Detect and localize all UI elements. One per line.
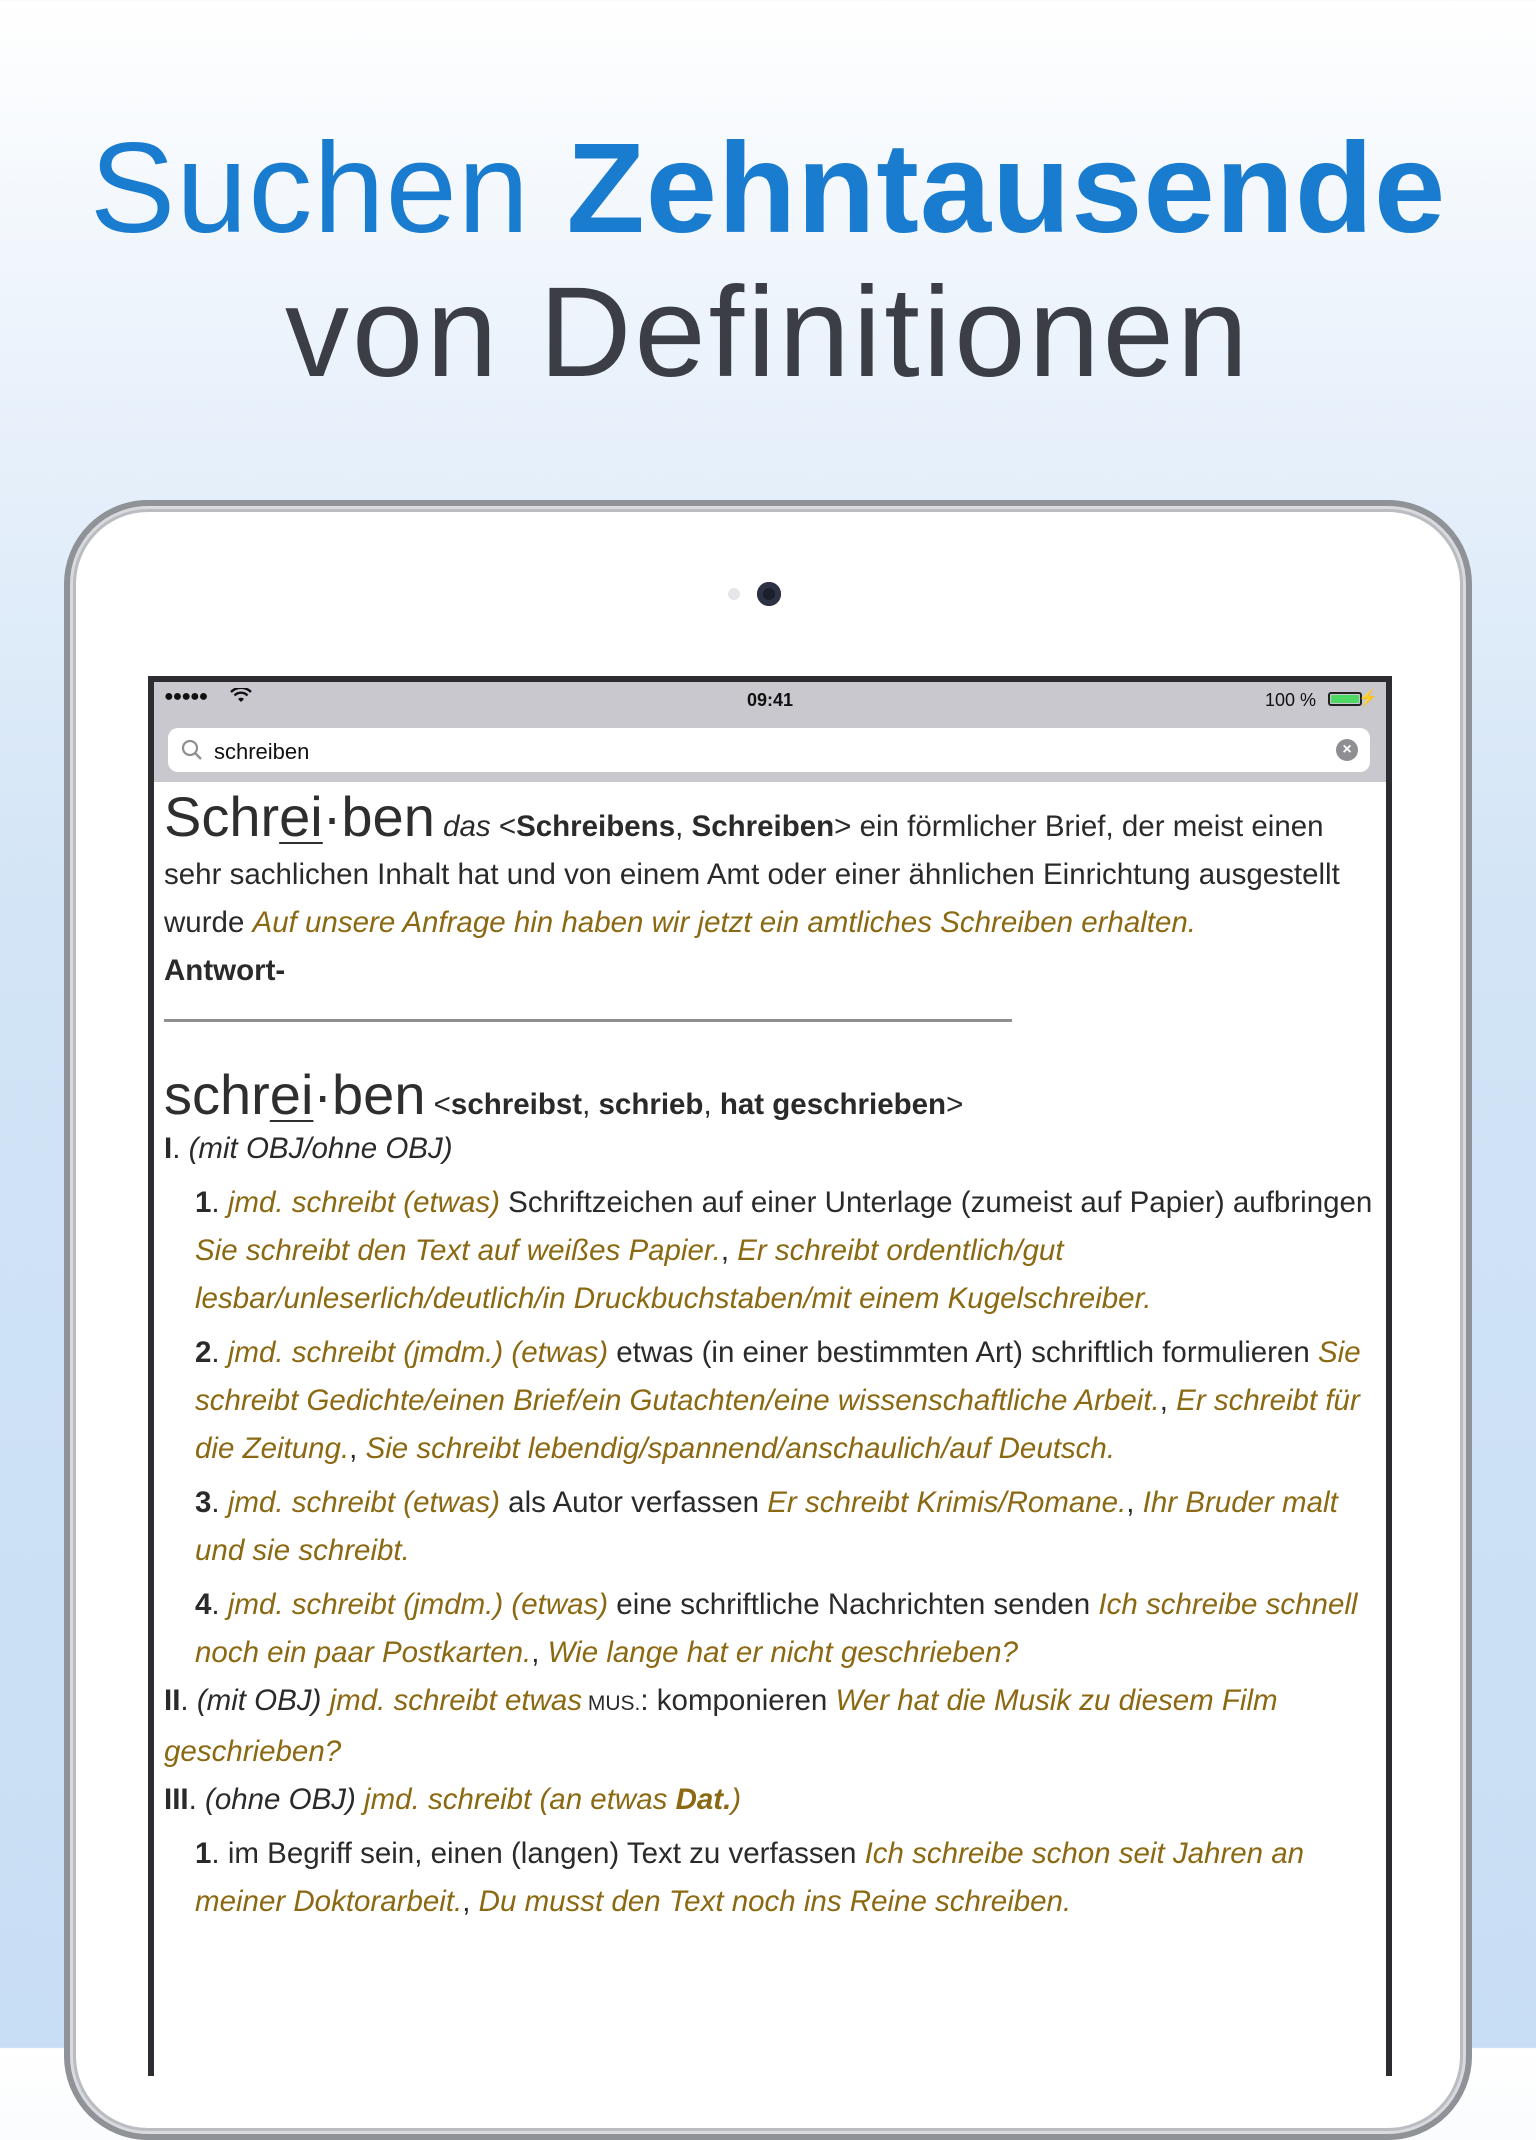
section-2: II. (mit OBJ) jmd. schreibt etwas MUS.: komponieren Wer hat die Musik zu diesem Film geschrieben? (164, 1684, 1278, 1768)
definition: : komponieren (640, 1684, 836, 1717)
headword: Schrei·ben (164, 785, 435, 848)
case-label: Dat. (675, 1783, 732, 1816)
headline-bold: Zehntausende (566, 117, 1447, 260)
pattern: jmd. schreibt (etwas) (227, 1486, 500, 1519)
search-icon (180, 738, 204, 762)
entry-schreiben-noun: Schrei·ben das <Schreibens, Schreiben> ein förmlicher Brief, der meist einen sehr sachlichen Inhalt hat und von einem Amt oder einer ähnlichen Einrichtung ausgestellt wurde Auf unsere Anfrage hin haben wir jetzt ein amtliches Schreiben erhalten. (164, 785, 1340, 939)
pattern: jmd. schreibt etwas (329, 1684, 583, 1717)
definition: > ein förmlicher Brief, der meist einen sehr sachlichen Inhalt hat und von einem Amt oder einer ähnlichen Einrichtung ausgestellt wurde (164, 810, 1340, 939)
definition: etwas (in einer bestimmten Art) schriftlich formulieren (608, 1336, 1318, 1369)
section-3-heading: III. (ohne OBJ) jmd. schreibt (an etwas Dat.) (164, 1783, 742, 1816)
inflection: Schreibens (516, 810, 676, 843)
sense-2: 2. jmd. schreibt (jmdm.) (etwas) etwas (in einer bestimmten Art) schriftlich formulieren Sie schreibt Gedichte/einen Brief/ein Gutachten/eine wissenschaftliche Arbeit., Er schreibt für die Zeitung., Sie schreibt lebendig/spannend/anschaulich/auf Deutsch. (195, 1336, 1361, 1465)
example: Auf unsere Anfrage hin haben wir jetzt ein amtliches Schreiben erhalten. (252, 906, 1196, 939)
definition: eine schriftliche Nachrichten senden (608, 1588, 1099, 1621)
charging-bolt-icon: ⚡ (1358, 690, 1378, 707)
search-input[interactable] (168, 728, 1370, 772)
inflection: hat geschrieben (719, 1088, 947, 1121)
sense-1: 1. jmd. schreibt (etwas) Schriftzeichen auf einer Unterlage (zumeist auf Papier) aufbringen Sie schreibt den Text auf weißes Papier., Er schreibt ordentlich/gut lesbar/unleserlich/deutlich/in Druckbuchstaben/mit einem Kugelschreiber. (195, 1186, 1373, 1315)
domain-label: MUS. (582, 1692, 641, 1715)
dictionary-content (164, 782, 1374, 1926)
example: Er schreibt Krimis/Romane. (767, 1486, 1127, 1519)
example: Ich schreibe schnell noch ein paar Postkarten. (195, 1588, 1358, 1669)
example: Sie schreibt lebendig/spannend/anschaulich/auf Deutsch. (365, 1432, 1116, 1465)
clear-icon[interactable]: × (1336, 739, 1358, 761)
example: Wer hat die Musik zu diesem Film geschrieben? (164, 1684, 1278, 1768)
battery-percent: 100 % (1264, 690, 1316, 710)
battery-icon (1328, 692, 1362, 706)
example: Sie schreibt Gedichte/einen Brief/ein Gutachten/eine wissenschaftliche Arbeit. (195, 1336, 1361, 1417)
headline-line-1 (0, 118, 1536, 260)
headline-line-2: von Definitionen (285, 261, 1251, 404)
sensor-dot (728, 588, 740, 600)
status-bar (154, 682, 1386, 718)
search-query[interactable]: schreiben (214, 739, 310, 764)
pattern: jmd. schreibt (jmdm.) (etwas) (227, 1588, 609, 1621)
inflection: schrieb (598, 1088, 704, 1121)
section-1-heading: I. (mit OBJ/ohne OBJ) (164, 1132, 453, 1165)
definition: Schriftzeichen auf einer Unterlage (zumeist auf Papier) aufbringen (499, 1186, 1373, 1219)
front-camera-icon (757, 582, 781, 606)
pattern: jmd. schreibt (etwas) (227, 1186, 500, 1219)
pattern: jmd. schreibt (an etwas (364, 1783, 676, 1816)
inflection: Schreiben (691, 810, 835, 843)
sense-4: 4. jmd. schreibt (jmdm.) (etwas) eine schriftliche Nachrichten senden Ich schreibe schnell noch ein paar Postkarten., Wie lange hat er nicht geschrieben? (195, 1588, 1358, 1669)
inflection: schreibst (450, 1088, 583, 1121)
divider (164, 1019, 1012, 1022)
example: Du musst den Text noch ins Reine schreiben. (478, 1885, 1072, 1918)
sense-3-1: 1. im Begriff sein, einen (langen) Text zu verfassen Ich schreibe schon seit Jahren an meiner Doktorarbeit., Du musst den Text noch ins Reine schreiben. (195, 1837, 1305, 1918)
headword: schrei·ben (164, 1063, 426, 1126)
definition: als Autor verfassen (499, 1486, 768, 1519)
example: Er schreibt ordentlich/gut lesbar/unleserlich/deutlich/in Druckbuchstaben/mit einem Kugelschreiber. (195, 1234, 1152, 1315)
example: Ihr Bruder malt und sie schreibt. (195, 1486, 1338, 1567)
pattern: jmd. schreibt (jmdm.) (etwas) (227, 1336, 609, 1369)
status-time: 09:41 (746, 690, 794, 710)
compound-link[interactable]: Antwort- (164, 954, 286, 987)
example: Wie lange hat er nicht geschrieben? (547, 1636, 1018, 1669)
definition: im Begriff sein, einen (langen) Text zu verfassen (227, 1837, 865, 1870)
example: Ich schreibe schon seit Jahren an meiner Doktorarbeit. (195, 1837, 1305, 1918)
gender-label: das (443, 810, 491, 843)
signal-strength: ●●●●● (164, 688, 208, 705)
example: Sie schreibt den Text auf weißes Papier. (195, 1234, 721, 1267)
search-bar (154, 718, 1386, 782)
example: Er schreibt für die Zeitung. (195, 1384, 1360, 1465)
sense-3: 3. jmd. schreibt (etwas) als Autor verfassen Er schreibt Krimis/Romane., Ihr Bruder malt und sie schreibt. (195, 1486, 1338, 1567)
headline-regular: Suchen (89, 117, 530, 260)
app-screen (148, 676, 1392, 2076)
entry-schreiben-verb: schrei·ben <schreibst, schrieb, hat geschrieben> (164, 1063, 964, 1126)
